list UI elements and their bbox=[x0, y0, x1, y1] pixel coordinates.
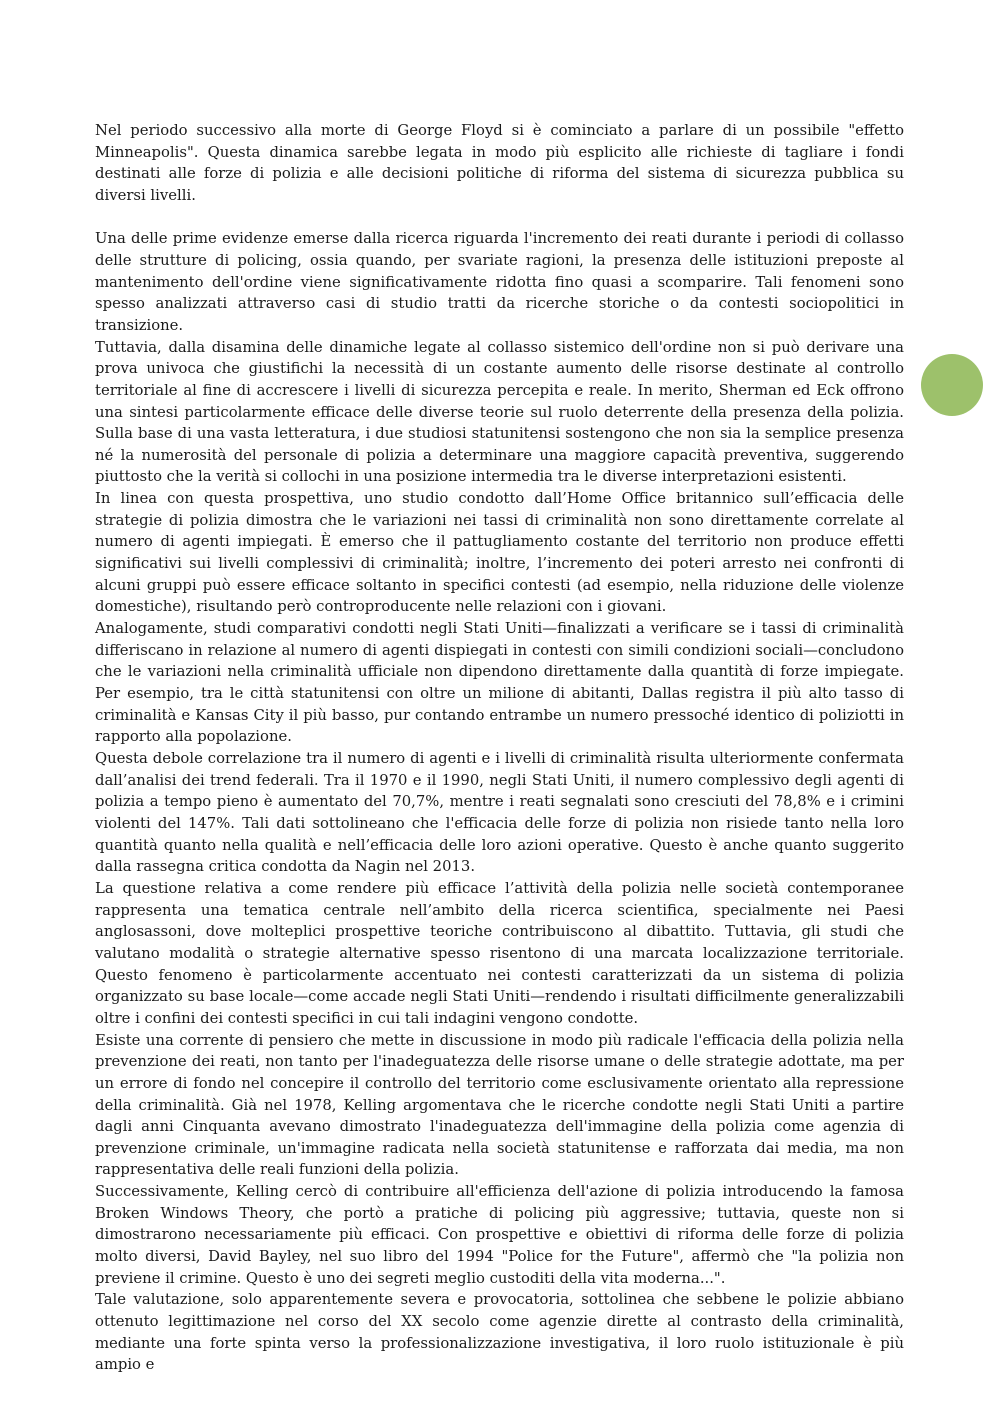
paragraph: Nel periodo successivo alla morte di George Floyd si è cominciato a parlare di un possibile "effetto Minneapolis". Questa dinamica sarebbe legata in modo più esplicito alle richieste di tagliare i fondi destinati alle forze di polizia e alle decisioni politiche di riforma del sistema di sicurezza pubblica su diversi livelli. bbox=[95, 122, 904, 204]
paragraph: Tale valutazione, solo apparentemente severa e provocatoria, sottolinea che sebbene le polizie abbiano ottenuto legittimazione nel corso del XX secolo come agenzie dirette al contrasto della criminalità, mediante una forte spinta verso la professionalizzazione investigativa, il loro ruolo istituzionale è più ampio e bbox=[95, 1291, 904, 1374]
body-text bbox=[95, 120, 904, 1376]
paragraph: Successivamente, Kelling cercò di contribuire all'efficienza dell'azione di polizia introducendo la famosa Broken Windows Theory, che portò a pratiche di policing più aggressive; tuttavia, queste non si dimostrarono necessariamente più efficaci. Con prospettive e obiettivi di riforma delle forze di polizia molto diversi, David Bayley, nel suo libro del 1994 "Police for the Future", affermò che "la polizia non previene il crimine. Questo è uno dei segreti meglio custoditi della vita moderna...". bbox=[95, 1183, 904, 1287]
paragraph: Questa debole correlazione tra il numero di agenti e i livelli di criminalità risulta ulteriormente confermata dall’analisi dei trend federali. Tra il 1970 e il 1990, negli Stati Uniti, il numero complessivo degli agenti di polizia a tempo pieno è aumentato del 70,7%, mentre i reati segnalati sono cresciuti del 78,8% e i crimini violenti del 147%. Tali dati sottolineano che l'efficacia delle forze di polizia non risiede tanto nella loro quantità quanto nella qualità e nell’efficacia delle loro azioni operative. Questo è anche quanto suggerito dalla rassegna critica condotta da Nagin nel 2013. bbox=[95, 750, 904, 876]
paragraph: In linea con questa prospettiva, uno studio condotto dall’Home Office britannico sull’efficacia delle strategie di polizia dimostra che le variazioni nei tassi di criminalità non sono direttamente correlate al numero di agenti impiegati. È emerso che il pattugliamento costante del territorio non produce effetti significativi sui livelli complessivi di criminalità; inoltre, l’incremento dei poteri arresto nei confronti di alcuni gruppi può essere efficace soltanto in specifici contesti (ad esempio, nella riduzione delle violenze domestiche), risultando però controproducente nelle relazioni con i giovani. bbox=[95, 490, 904, 616]
paragraph: La questione relativa a come rendere più efficace l’attività della polizia nelle società contemporanee rappresenta una tematica centrale nell’ambito della ricerca scientifica, specialmente nei Paesi anglosassoni, dove molteplici prospettive teoriche contribuiscono al dibattito. Tuttavia, gli studi che valutano modalità o strategie alternative spesso risentono di una marcata localizzazione territoriale. Questo fenomeno è particolarmente accentuato nei contesti caratterizzati da un sistema di polizia organizzato su base locale—come accade negli Stati Uniti—rendendo i risultati difficilmente generalizzabili oltre i confini dei contesti specifici in cui tali indagini vengono condotte. bbox=[95, 879, 904, 1027]
paragraph: Tuttavia, dalla disamina delle dinamiche legate al collasso sistemico dell'ordine non si può derivare una prova univoca che giustifichi la necessità di un costante aumento delle risorse destinate al controllo territoriale al fine di accrescere i livelli di sicurezza percepita e reale. In merito, Sherman ed Eck offrono una sintesi particolarmente efficace delle diverse teorie sul ruolo deterrente della presenza della polizia. Sulla base di una vasta letteratura, i due studiosi statunitensi sostengono che non sia la semplice presenza né la numerosità del personale di polizia a determinare una maggiore capacità preventiva, suggerendo piuttosto che la verità si collochi in una posizione intermedia tra le diverse interpretazioni esistenti. bbox=[95, 338, 904, 486]
green-circle-marker bbox=[921, 354, 983, 416]
paragraph: Una delle prime evidenze emerse dalla ricerca riguarda l'incremento dei reati durante i periodi di collasso delle strutture di policing, ossia quando, per svariate ragioni, la presenza delle istituzioni preposte al mantenimento dell'ordine viene significativamente ridotta fino quasi a scomparire. Tali fenomeni sono spesso analizzati attraverso casi di studio tratti da ricerche storiche o da contesti sociopolitici in transizione. bbox=[95, 230, 904, 334]
paragraph: Esiste una corrente di pensiero che mette in discussione in modo più radicale l'efficacia della polizia nella prevenzione dei reati, non tanto per l'inadeguatezza delle risorse umane o delle strategie adottate, ma per un errore di fondo nel concepire il controllo del territorio come esclusivamente orientato alla repressione della criminalità. Già nel 1978, Kelling argomentava che le ricerche condotte negli Stati Uniti a partire dagli anni Cinquanta avevano dimostrato l'inadeguatezza dell'immagine della polizia come agenzia di prevenzione criminale, un'immagine radicata nella società statunitense e rafforzata dai media, ma non rappresentativa delle reali funzioni della polizia. bbox=[95, 1031, 904, 1179]
paragraph: Analogamente, studi comparativi condotti negli Stati Uniti—finalizzati a verificare se i tassi di criminalità differiscano in relazione al numero di agenti dispiegati in contesti con simili condizioni sociali—concludono che le variazioni nella criminalità ufficiale non dipendono direttamente dalla quantità di forze impiegate. Per esempio, tra le città statunitensi con oltre un milione di abitanti, Dallas registra il più alto tasso di criminalità e Kansas City il più basso, pur contando entrambe un numero pressoché identico di poliziotti in rapporto alla popolazione. bbox=[95, 620, 904, 746]
